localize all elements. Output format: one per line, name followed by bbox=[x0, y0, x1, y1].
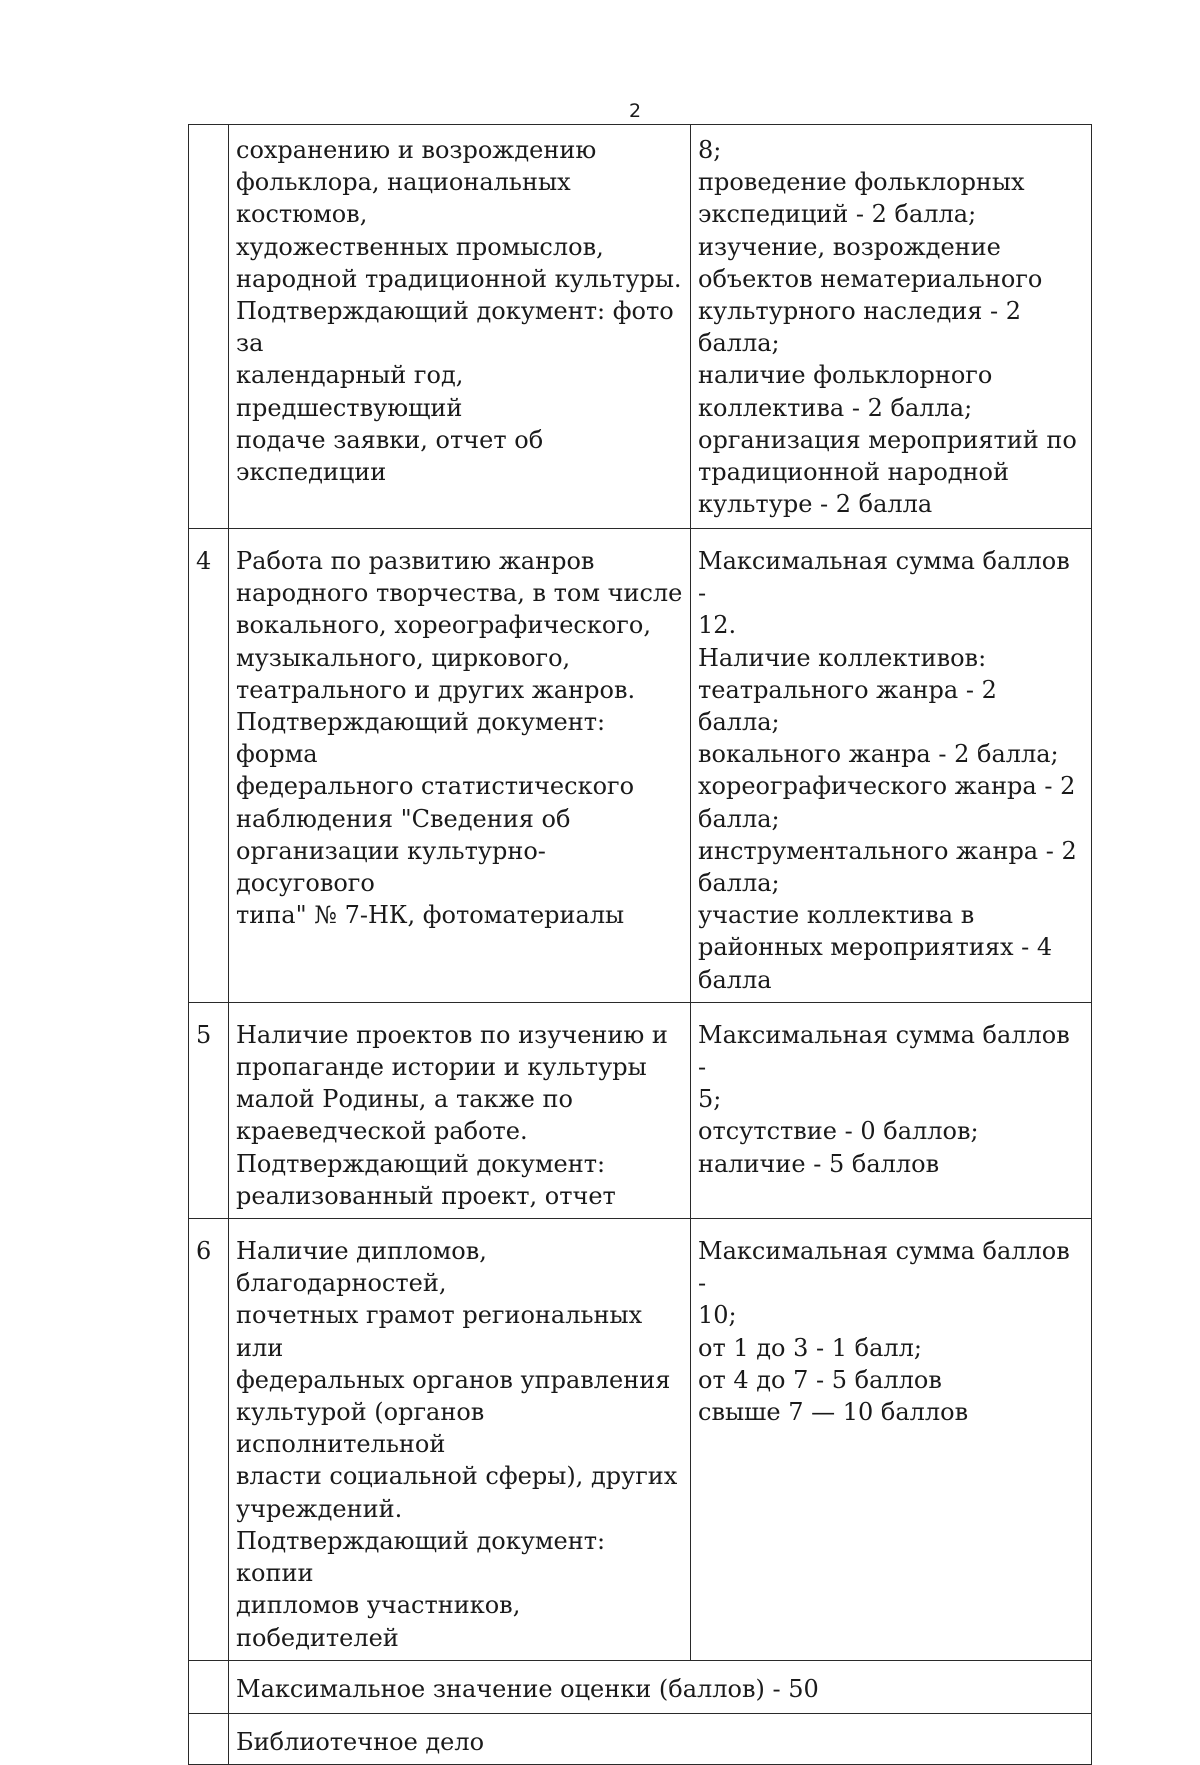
table-row bbox=[189, 529, 1092, 1003]
score-cell: Максимальная сумма баллов - 10; от 1 до 3 - 1 балл; от 4 до 7 - 5 баллов свыше 7 — 10 баллов bbox=[691, 1219, 1092, 1661]
score-cell: Максимальная сумма баллов - 5; отсутствие - 0 баллов; наличие - 5 баллов bbox=[691, 1002, 1092, 1218]
table-row bbox=[189, 1002, 1092, 1218]
summary-total-cell: Максимальное значение оценки (баллов) - 50 bbox=[229, 1660, 1092, 1713]
page-number: 2 bbox=[628, 100, 642, 122]
score-cell: Максимальная сумма баллов - 12. Наличие коллективов: театрального жанра - 2 балла; вокального жанра - 2 балла; хореографического жанра - 2 балла; инструментального жанра - 2 балла; участие коллектива в районных мероприятиях - 4 балла bbox=[691, 529, 1092, 1003]
section-row bbox=[189, 1713, 1092, 1764]
section-title-cell: Библиотечное дело bbox=[229, 1713, 1092, 1764]
row-number: 6 bbox=[189, 1219, 229, 1661]
table-row bbox=[189, 1219, 1092, 1661]
criteria-cell: Наличие проектов по изучению и пропаганде истории и культуры малой Родины, а также по краеведческой работе. Подтверждающий документ: реализованный проект, отчет bbox=[229, 1002, 691, 1218]
row-number bbox=[189, 1713, 229, 1764]
row-number bbox=[189, 125, 229, 529]
criteria-cell: сохранению и возрождению фольклора, национальных костюмов, художественных промыслов, народной традиционной культуры. Подтверждающий документ: фото за календарный год, предшествующий подаче заявки, отчет об экспедиции bbox=[229, 125, 691, 529]
criteria-cell: Наличие дипломов, благодарностей, почетных грамот региональных или федеральных органов управления культурой (органов исполнительной власти социальной сферы), других учреждений. Подтверждающий документ: копии дипломов участников, победителей bbox=[229, 1219, 691, 1661]
row-number bbox=[189, 1660, 229, 1713]
score-cell: 8; проведение фольклорных экспедиций - 2 балла; изучение, возрождение объектов нематериального культурного наследия - 2 балла; наличие фольклорного коллектива - 2 балла; организация мероприятий по традиционной народной культуре - 2 балла bbox=[691, 125, 1092, 529]
row-number: 4 bbox=[189, 529, 229, 1003]
criteria-cell: Работа по развитию жанров народного творчества, в том числе вокального, хореографического, музыкального, циркового, театрального и других жанров. Подтверждающий документ: форма федерального статистического наблюдения "Сведения об организации культурно-досугового типа" № 7-НК, фотоматериалы bbox=[229, 529, 691, 1003]
summary-row bbox=[189, 1660, 1092, 1713]
row-number: 5 bbox=[189, 1002, 229, 1218]
criteria-table bbox=[188, 124, 1092, 1765]
table-row bbox=[189, 125, 1092, 529]
